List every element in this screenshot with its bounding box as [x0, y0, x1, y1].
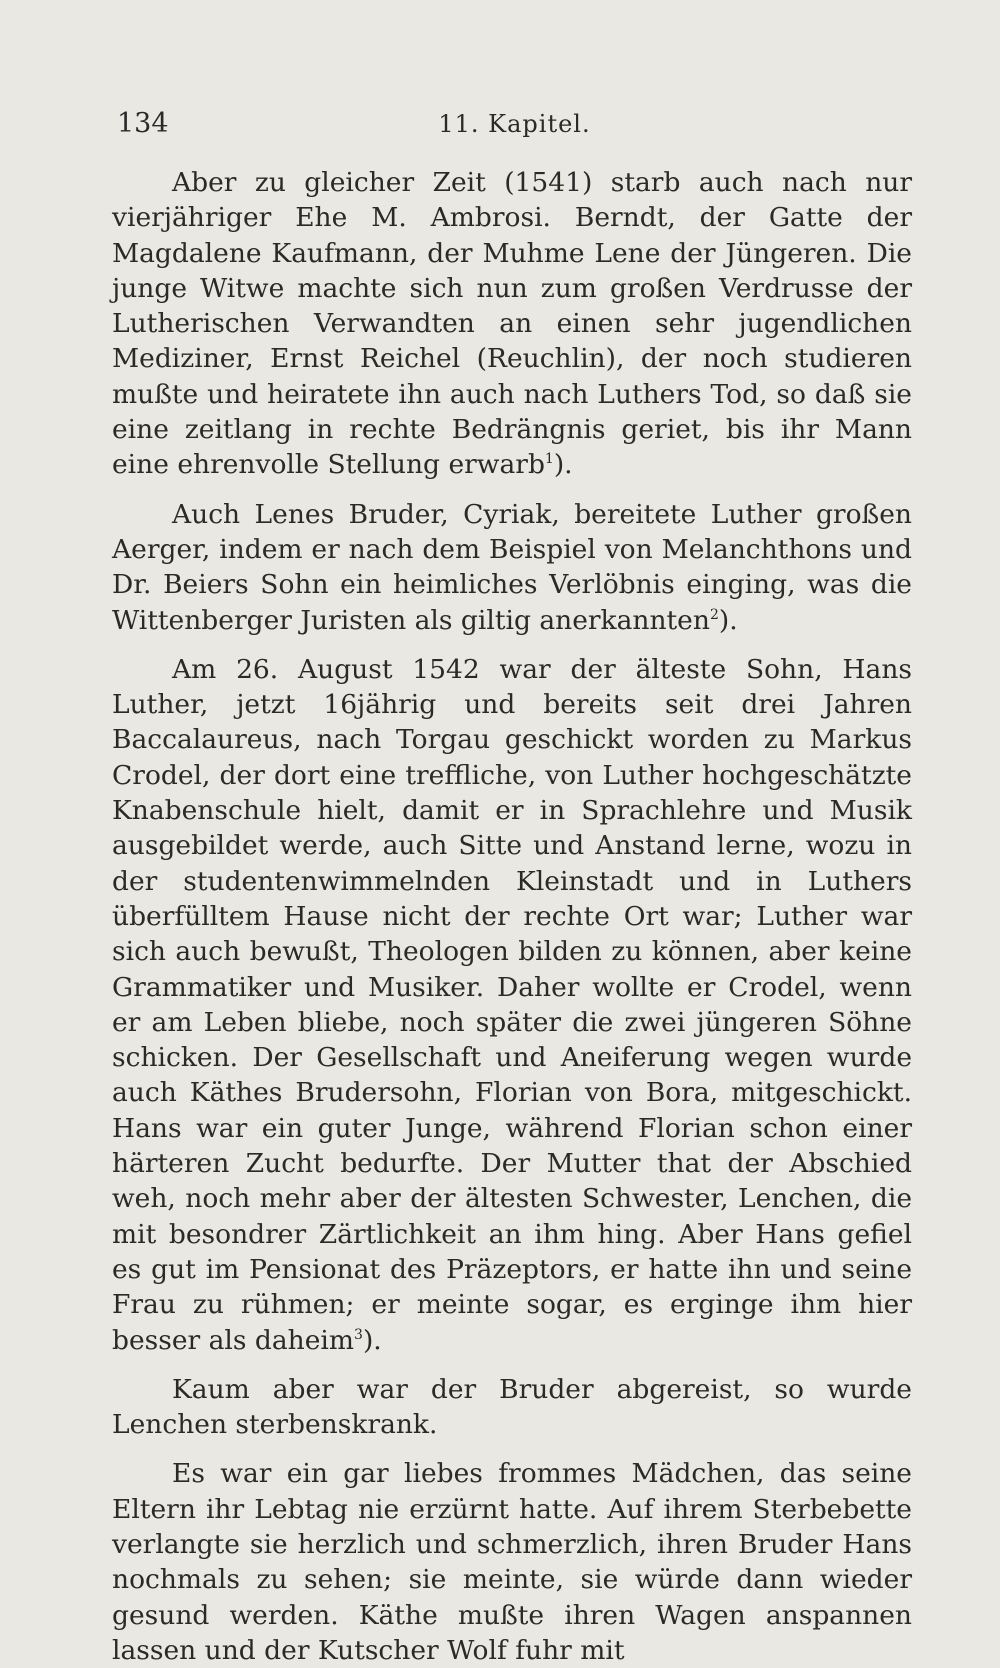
footnote-ref: 2 [709, 606, 719, 623]
footnote-ref: 1 [544, 451, 554, 468]
running-header [117, 104, 912, 144]
paragraph: Am 26. August 1542 war der älteste Sohn, Hans Luther, jetzt 16jährig und bereits seit drei Jahren Baccalaureus, nach Torgau geschickt worden zu Markus Crodel, der dort eine treffliche, von Luther hochgeschätzte Knabenschule hielt, damit er in Sprachlehre und Musik ausgebildet werde, auch Sitte und Anstand lerne, wozu in der studentenwimmelnden Kleinstadt und in Luthers überfülltem Hause nicht der rechte Ort war; Luther war sich auch bewußt, Theologen bilden zu können, aber keine Grammatiker und Musiker. Daher wollte er Crodel, wenn er am Leben bliebe, noch später die zwei jüngeren Söhne schicken. Der Gesellschaft und Aneiferung wegen wurde auch Käthes Brudersohn, Florian von Bora, mitgeschickt. Hans war ein guter Junge, während Florian schon einer härteren Zucht bedurfte. Der Mutter that der Abschied weh, noch mehr aber der ältesten Schwester, Lenchen, die mit besondrer Zärtlichkeit an ihm hing. Aber Hans gefiel es gut im Pensionat des Präzeptors, er hatte ihn und seine Frau zu rühmen; er meinte sogar, es erginge ihm hier besser als daheim$^3$). [112, 653, 912, 1356]
paragraph: Aber zu gleicher Zeit (1541) starb auch nach nur vierjähriger Ehe M. Ambrosi. Berndt, der Gatte der Magdalene Kaufmann, der Muhme Lene der Jüngeren. Die junge Witwe machte sich nun zum großen Verdrusse der Lutherischen Verwandten an einen sehr jugendlichen Mediziner, Ernst Reichel (Reuchlin), der noch studieren mußte und heiratete ihn auch nach Luthers Tod, so daß sie eine zeitlang in rechte Bedrängnis geriet, bis ihr Mann eine ehrenvolle Stellung erwarb$^1$). [112, 167, 912, 481]
chapter-title: 11. Kapitel. [438, 110, 591, 138]
body-text [112, 165, 912, 1668]
page-number: 134 [117, 108, 169, 139]
paragraph: Es war ein gar liebes frommes Mädchen, das seine Eltern ihr Lebtag nie erzürnt hatte. Auf ihrem Sterbebette verlangte sie herzlich und schmerzlich, ihren Bruder Hans nochmals zu sehen; sie meinte, sie würde dann wieder gesund werden. Käthe mußte ihren Wagen anspannen lassen und der Kutscher Wolf fuhr mit [112, 1458, 912, 1666]
paragraph: Kaum aber war der Bruder abgereist, so wurde Lenchen sterbenskrank. [112, 1373, 912, 1441]
paragraph: Auch Lenes Bruder, Cyriak, bereitete Luther großen Aerger, indem er nach dem Beispiel von Melanchthons und Dr. Beiers Sohn ein heimliches Verlöbnis einging, was die Wittenberger Juristen als giltig anerkannten$^2$). [112, 498, 912, 636]
footnote-ref: 3 [354, 1326, 363, 1343]
